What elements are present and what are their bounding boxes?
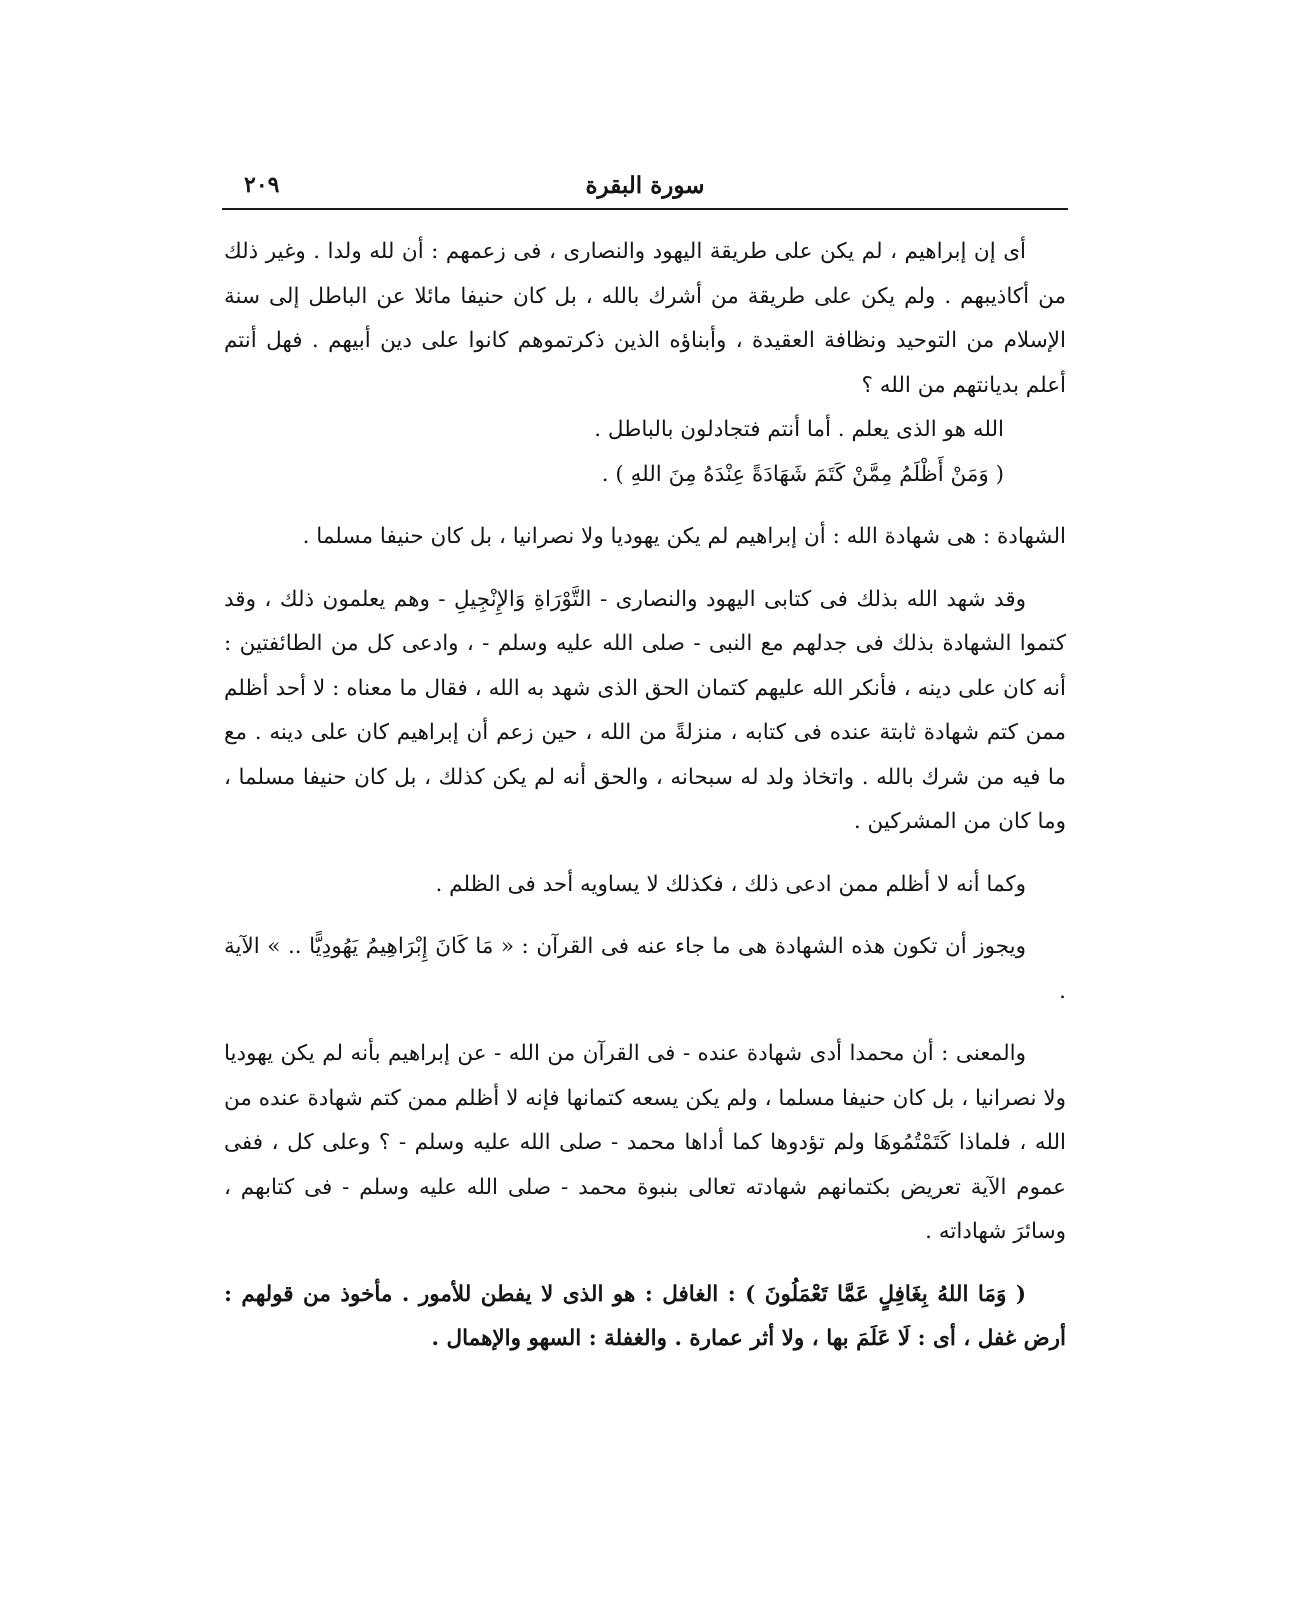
paragraph-6: ويجوز أن تكون هذه الشهادة هى ما جاء عنه فى القرآن : « مَا كَانَ إِبْرَاهِيمُ يَهُودِيًّا .. » الآية . (224, 934, 1066, 1004)
running-header (222, 168, 1068, 208)
verse-quote: ( وَمَنْ أَظْلَمُ مِمَّنْ كَتَمَ شَهَادَةً عِنْدَهُ مِنَ اللهِ ) . (601, 461, 1004, 487)
paragraph-2: الله هو الذى يعلم . أما أنتم فتجادلون بالباطل . (594, 417, 1004, 442)
page-number: ٢٠٩ (244, 172, 280, 198)
paragraph-5: وكما أنه لا أظلم ممن ادعى ذلك ، فكذلك لا يساويه أحد فى الظلم . (435, 871, 1026, 897)
body-text (224, 230, 1066, 1362)
paragraph-3: الشهادة : هى شهادة الله : أن إبراهيم لم يكن يهوديا ولا نصرانيا ، بل كان حنيفا مسلما . (302, 524, 1066, 549)
paragraph-8: ( وَمَا اللهُ بِغَافِلٍ عَمَّا تَعْمَلُونَ ) : الغافل : هو الذى لا يفطن للأمور . مأخوذ من قولهم : أرض غفل ، أى : لَا عَلَمَ بها ، ولا أثر عمارة . والغفلة : السهو والإهمال . (224, 1281, 1066, 1351)
paragraph-1: أى إن إبراهيم ، لم يكن على طريقة اليهود والنصارى ، فى زعمهم : أن لله ولدا . وغير ذلك من أكاذيبهم . ولم يكن على طريقة من أشرك بالله ، بل كان حنيفا مائلا عن الباطل إلى سنة الإسلام من التوحيد ونظافة العقيدة ، وأبناؤه الذين ذكرتموهم كانوا على دين أبيهم . فهل أنتم أعلم بديانتهم من الله ؟ (224, 239, 1066, 398)
header-rule (222, 208, 1068, 210)
paragraph-7: والمعنى : أن محمدا أدى شهادة عنده - فى القرآن من الله - عن إبراهيم بأنه لم يكن يهوديا ولا نصرانيا ، بل كان حنيفا مسلما ، ولم يكن يسعه كتمانها فإنه لا أظلم ممن كتم شهادة عنده من الله ، فلماذا كَتَمْتُمُوهَا ولم تؤدوها كما أداها محمد - صلى الله عليه وسلم - ؟ وعلى كل ، ففى عموم الآية تعريض بكتمانهم شهادته تعالى بنبوة محمد - صلى الله عليه وسلم - فى كتابهم ، وسائرَ شهاداته . (224, 1041, 1066, 1244)
paragraph-4: وقد شهد الله بذلك فى كتابى اليهود والنصارى - التَّوْرَاةِ وَالإِنْجِيلِ - وهم يعلمون ذلك ، وقد كتموا الشهادة بذلك فى جدلهم مع النبى - صلى الله عليه وسلم - ، وادعى كل من الطائفتين : أنه كان على دينه ، فأنكر الله عليهم كتمان الحق الذى شهد به الله ، فقال ما معناه : لا أحد أظلم ممن كتم شهادة ثابتة عنده فى كتابه ، منزلةً من الله ، حين زعم أن إبراهيم كان على دينه . مع ما فيه من شرك بالله . واتخاذ ولد له سبحانه ، والحق أنه لم يكن كذلك ، بل كان حنيفا مسلما ، وما كان من المشركين . (224, 586, 1066, 834)
page-title: سورة البقرة (585, 172, 705, 199)
